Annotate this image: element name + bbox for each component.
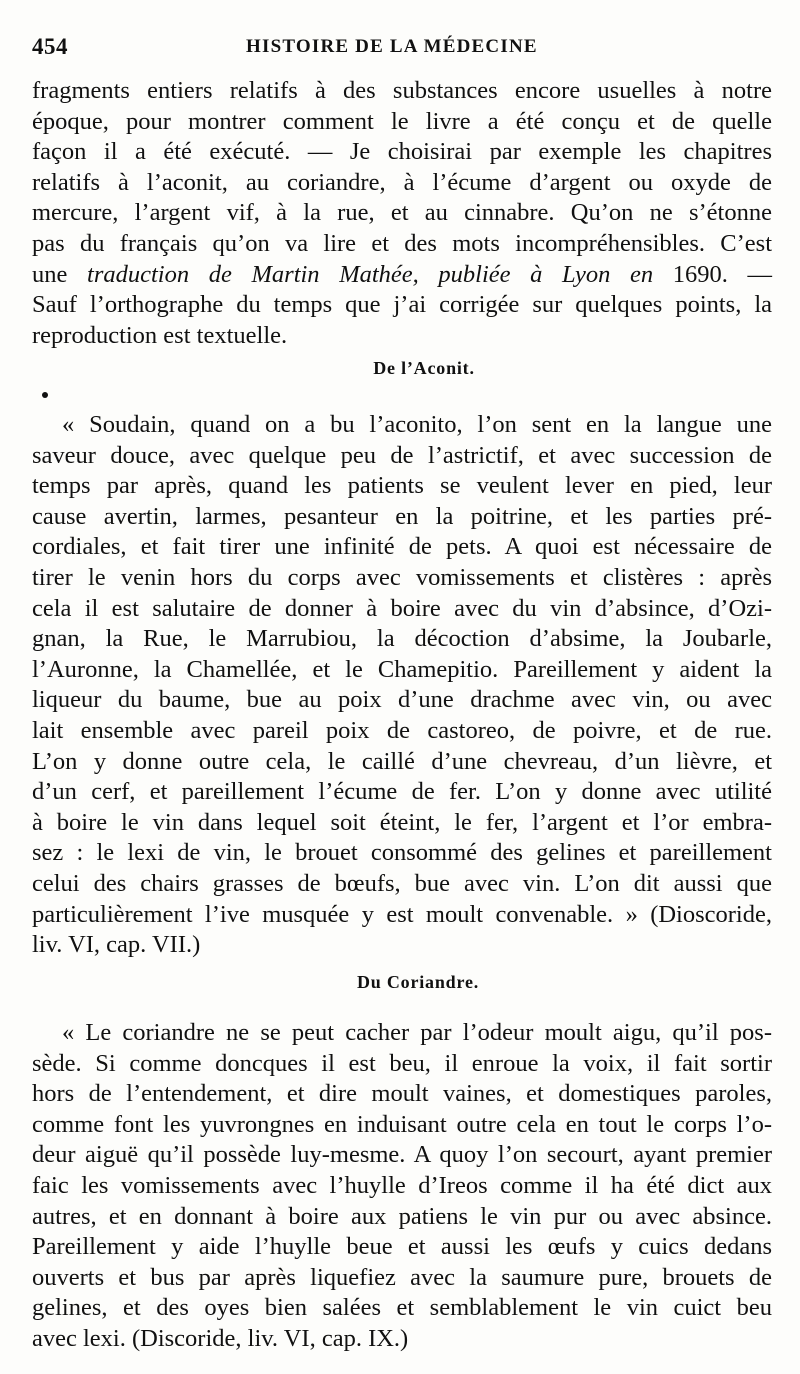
text-line: liv. VI, cap. VII.) (32, 931, 201, 959)
text-line: cordiales, et fait tirer une infinité de pets. A quoi est nécessaire de (32, 533, 772, 561)
text-line: hors de l’entendement, et dire moult vaines, et domestiques paroles, (32, 1080, 772, 1108)
italic-citation: traduction de Martin Mathée, publiée à Lyon en (87, 260, 654, 288)
text-line: pas du français qu’on va lire et des mots incompréhensibles. C’est (32, 229, 772, 257)
text-line: liqueur du baume, bue au poix d’une drachme avec vin, ou avec (32, 686, 772, 714)
running-title: HISTOIRE DE LA MÉDECINE (246, 36, 538, 57)
text-line: celui des chairs grasses de bœufs, bue avec vin. L’on dit aussi que (32, 869, 772, 897)
coriandre-paragraph (32, 1018, 772, 1355)
text-line: ouverts et bus par après liquefiez avec la saumure pure, brouets de (32, 1263, 772, 1291)
print-dot (42, 392, 48, 398)
section-heading-coriandre: Du Coriandre. (356, 972, 480, 992)
text-line: Pareillement y aide l’huylle beue et aussi les œufs y cuics dedans (32, 1233, 772, 1261)
text-line: avec lexi. (Discoride, liv. VI, cap. IX.) (32, 1324, 409, 1352)
text-line: sez : le lexi de vin, le brouet consommé des gelines et pareillement (32, 839, 772, 867)
intro-paragraph (32, 76, 772, 351)
text-line: reproduction est textuelle. (32, 321, 288, 349)
section-heading-aconit: De l’Aconit. (373, 358, 475, 378)
text-line: l’Auronne, la Chamellée, et le Chamepitio. Pareillement y aident la (32, 655, 772, 683)
text-line: gnan, la Rue, le Marrubiou, la décoction d’absime, la Joubarle, (32, 625, 772, 653)
text-line-citation (32, 260, 772, 291)
text-line: autres, et en donnant à boire aux patiens le vin pur ou avec absince. (32, 1202, 772, 1230)
text-line: fragments entiers relatifs à des substances encore usuelles à notre (32, 77, 772, 104)
text-line: lait ensemble avec pareil poix de castoreo, de poivre, et de rue. (32, 716, 772, 744)
text-line: cela il est salutaire de donner à boire avec du vin d’absince, d’Ozi- (32, 594, 772, 622)
text-line: sède. Si comme doncques il est beu, il enroue la voix, il fait sortir (32, 1049, 772, 1077)
text-fragment: 1690. — (653, 260, 773, 288)
text-line: « Le coriandre ne se peut cacher par l’odeur moult aigu, qu’il pos- (62, 1019, 772, 1046)
text-fragment: une (32, 260, 88, 288)
text-line: époque, pour montrer comment le livre a été conçu et de quelle (32, 107, 772, 135)
text-line: comme font les yuvrongnes en induisant outre cela en tout le corps l’o- (32, 1110, 772, 1138)
text-line: saveur douce, avec quelque peu de l’astrictif, et avec succession de (32, 441, 772, 469)
page-number: 454 (32, 34, 68, 59)
text-line: à boire le vin dans lequel soit éteint, le fer, l’argent et l’or embra- (32, 808, 772, 836)
text-line: particulièrement l’ive musquée y est moult convenable. » (Dioscoride, (32, 900, 772, 928)
text-line: temps par après, quand les patients se veulent lever en pied, leur (32, 472, 772, 500)
text-line: cause avertin, larmes, pesanteur en la poitrine, et les parties pré- (32, 502, 772, 530)
text-line: façon il a été exécuté. — Je choisirai par exemple les chapitres (32, 138, 772, 166)
text-line: L’on y donne outre cela, le caillé d’une chevreau, d’un lièvre, et (32, 747, 772, 775)
text-line: deur aiguë qu’il possède luy-mesme. A quoy l’on secourt, ayant premier (32, 1141, 772, 1169)
aconit-paragraph (32, 410, 772, 961)
running-head (32, 34, 772, 62)
text-line: tirer le venin hors du corps avec vomissements et clistères : après (32, 563, 772, 591)
text-line: Sauf l’orthographe du temps que j’ai corrigée sur quelques points, la (32, 291, 772, 319)
text-line: gelines, et des oyes bien salées et semblablement le vin cuict beu (32, 1294, 772, 1322)
text-line: relatifs à l’aconit, au coriandre, à l’écume d’argent ou oxyde de (32, 168, 772, 196)
text-line: d’un cerf, et pareillement l’écume de fer. L’on y donne avec utilité (32, 778, 772, 806)
text-line: « Soudain, quand on a bu l’aconito, l’on sent en la langue une (62, 411, 772, 438)
text-line: mercure, l’argent vif, à la rue, et au cinnabre. Qu’on ne s’étonne (32, 199, 772, 227)
text-line: faic les vomissements avec l’huylle d’Ireos comme il ha été dict aux (32, 1171, 772, 1199)
